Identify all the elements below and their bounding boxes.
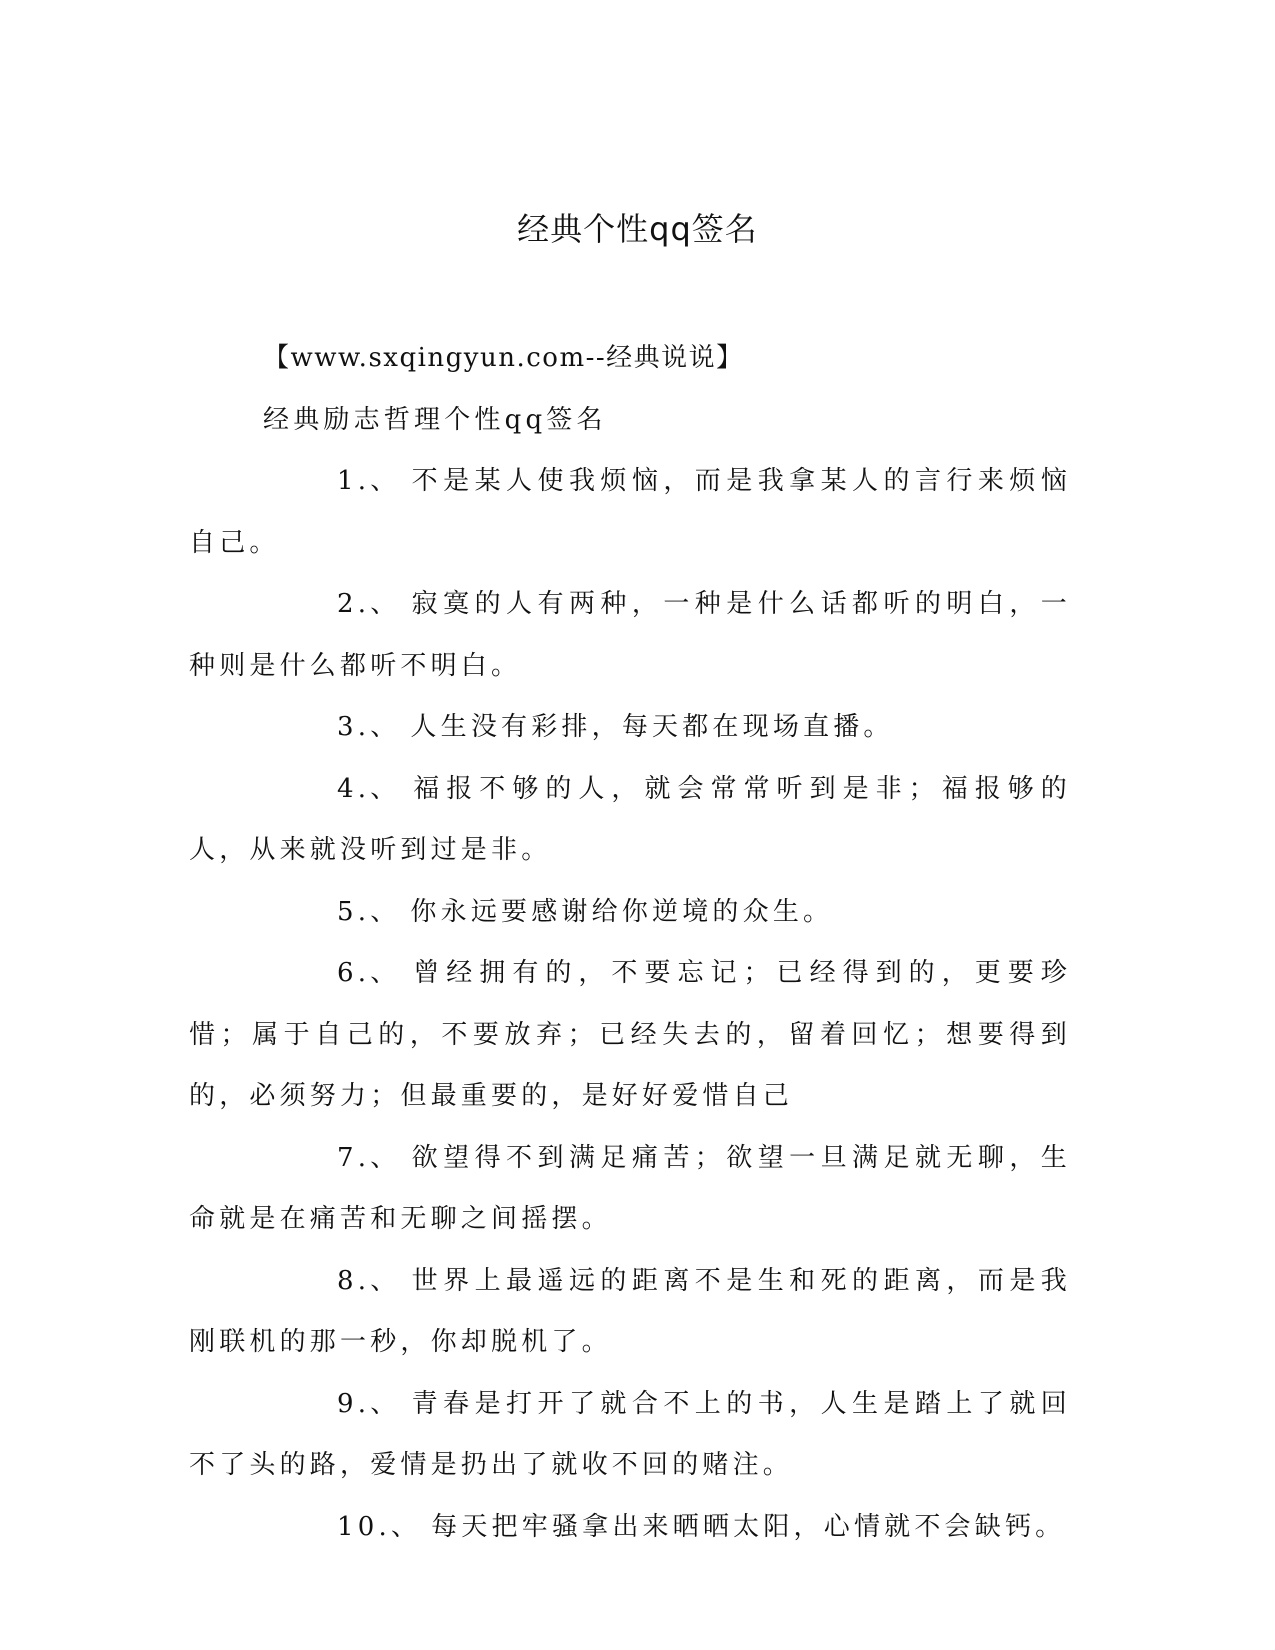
item-text: 世界上最遥远的距离不是生和死的距离，而是我刚联机的那一秒，你却脱机了。 — [189, 1265, 1071, 1357]
item-number: 3.、 — [337, 712, 401, 742]
item-number: 5.、 — [337, 896, 401, 927]
list-item — [189, 1128, 1071, 1251]
item-text: 人生没有彩排，每天都在现场直播。 — [410, 712, 894, 742]
item-text: 你永远要感谢给你逆境的众生。 — [410, 896, 834, 927]
item-text: 不是某人使我烦恼，而是我拿某人的言行来烦恼自己。 — [189, 466, 1071, 558]
list-item — [189, 1251, 1071, 1374]
list-item — [189, 759, 1071, 882]
item-text: 曾经拥有的，不要忘记；已经得到的，更要珍惜；属于自己的，不要放弃；已经失去的，留着回忆；想要得到的，必须努力；但最重要的，是好好爱惜自己 — [189, 958, 1071, 1111]
item-number: 10.、 — [337, 1511, 422, 1542]
section-heading: 经典励志哲理个性qq签名 — [263, 404, 607, 435]
item-number: 1.、 — [337, 466, 401, 496]
document-title: 经典个性qq签名 — [517, 210, 758, 248]
list-item — [189, 1374, 1071, 1497]
item-text: 青春是打开了就合不上的书，人生是踏上了就回不了头的路，爱情是扔出了就收不回的赌注。 — [189, 1388, 1071, 1480]
item-number: 6.、 — [337, 958, 401, 988]
list-item — [189, 451, 1071, 574]
item-number: 7.、 — [337, 1142, 401, 1173]
list-item — [189, 943, 1071, 1128]
item-text: 福报不够的人，就会常常听到是非；福报够的人，从来就没听到过是非。 — [189, 773, 1071, 865]
source-line: 【www.sxqingyun.com--经典说说】 — [263, 343, 744, 373]
list-item — [189, 882, 1071, 944]
list-item — [189, 574, 1071, 697]
item-number: 8.、 — [337, 1265, 401, 1296]
item-number: 2.、 — [337, 589, 401, 619]
item-text: 寂寞的人有两种，一种是什么话都听的明白，一种则是什么都听不明白。 — [189, 589, 1071, 681]
item-text: 欲望得不到满足痛苦；欲望一旦满足就无聊，生命就是在痛苦和无聊之间摇摆。 — [189, 1142, 1071, 1234]
item-text: 每天把牢骚拿出来晒晒太阳，心情就不会缺钙。 — [431, 1511, 1066, 1542]
item-number: 4.、 — [337, 773, 401, 804]
document-body — [189, 328, 1071, 1558]
item-number: 9.、 — [337, 1388, 401, 1419]
list-item — [189, 1497, 1071, 1559]
list-item — [189, 697, 1071, 759]
